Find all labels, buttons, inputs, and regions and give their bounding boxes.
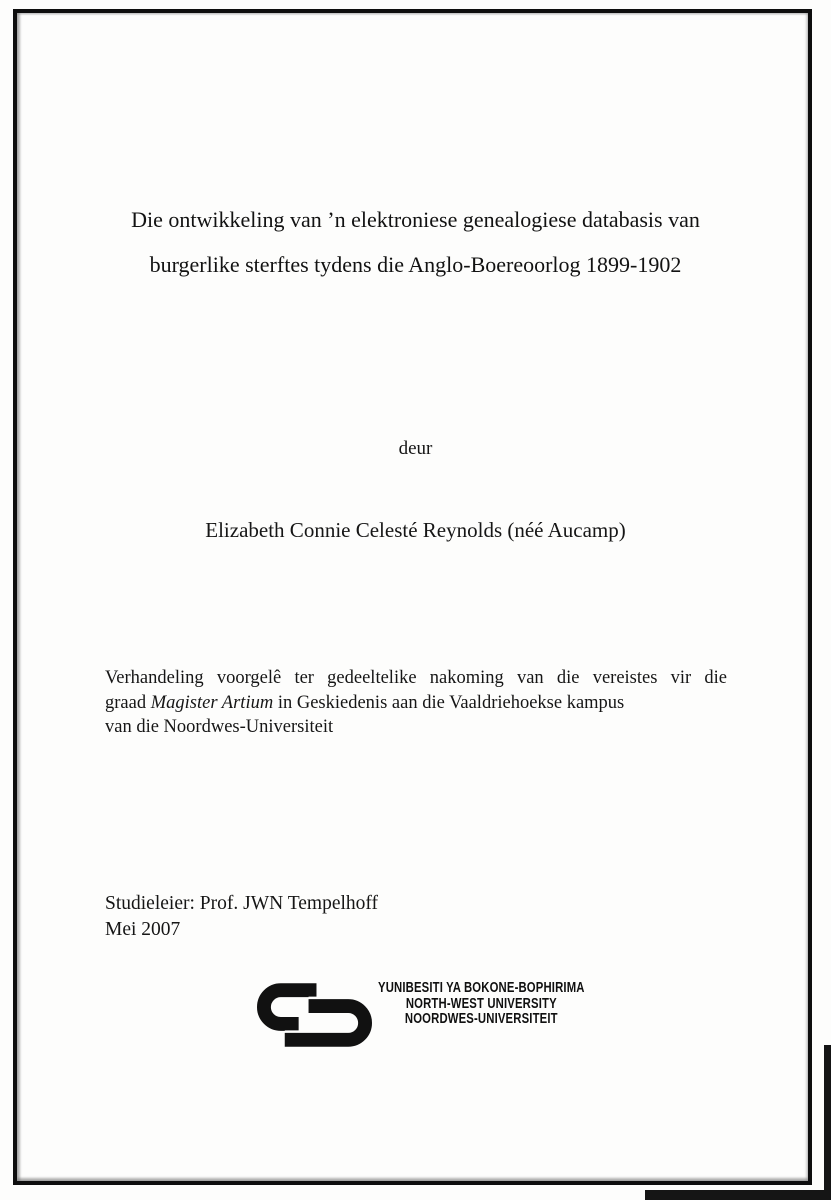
- supervisor-line: Studieleier: Prof. JWN Tempelhoff: [105, 893, 379, 914]
- thesis-title: [60, 197, 771, 287]
- submission-line2-pre: graad: [105, 692, 151, 713]
- interlocked-links-icon: [257, 983, 372, 1054]
- degree-name-italic: Magister Artium: [150, 692, 274, 713]
- scan-edge-artifact-bottom: [645, 1190, 831, 1200]
- submission-statement: [105, 666, 727, 740]
- submission-line1: Verhandeling voorgelê ter gedeeltelike nakoming van die vereistes vir die: [105, 668, 727, 688]
- university-name-setswana: YUNIBESITI YA BOKONE-BOPHIRIMA: [378, 980, 585, 996]
- author-name: Elizabeth Connie Celesté Reynolds (néé Aucamp): [205, 518, 626, 542]
- university-name-afrikaans: NOORDWES-UNIVERSITEIT: [404, 1011, 558, 1027]
- submission-line3: van die Noordwes-Universiteit: [105, 717, 334, 737]
- scan-edge-artifact-right: [824, 1045, 831, 1200]
- date-line: Mei 2007: [105, 918, 181, 940]
- submission-line2-post: in Geskiedenis aan die Vaaldriehoekse kampus: [273, 692, 625, 713]
- thesis-title-line2: burgerlike sterftes tydens die Anglo-Boereoorlog 1899-1902: [149, 252, 682, 277]
- university-logo-text: [378, 981, 585, 1028]
- submission-line2: [105, 691, 727, 716]
- byline: deur: [398, 438, 433, 459]
- university-logo: [257, 981, 643, 1054]
- thesis-title-line1: Die ontwikkeling van ’n elektroniese genealogiese databasis van: [131, 207, 700, 232]
- supervisor-block: [105, 891, 378, 942]
- university-name-english: NORTH-WEST UNIVERSITY: [405, 995, 557, 1012]
